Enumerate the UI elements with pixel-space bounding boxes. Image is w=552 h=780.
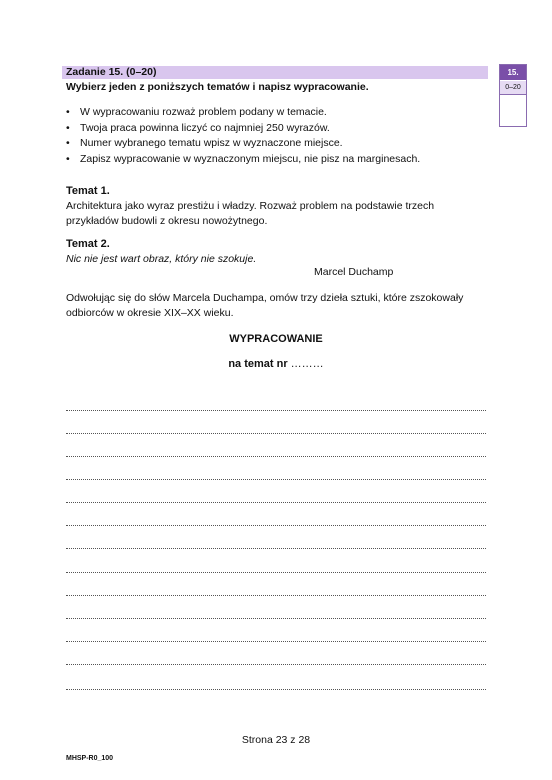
writing-line[interactable] bbox=[66, 548, 486, 549]
writing-line[interactable] bbox=[66, 479, 486, 480]
task-instruction: Wybierz jeden z poniższych tematów i napisz wypracowanie. bbox=[66, 81, 369, 93]
writing-line[interactable] bbox=[66, 664, 486, 665]
writing-line[interactable] bbox=[66, 641, 486, 642]
topic-2-heading: Temat 2. bbox=[66, 238, 110, 250]
score-range: 0–20 bbox=[500, 81, 526, 95]
score-box bbox=[499, 64, 527, 127]
rules-list bbox=[66, 105, 420, 167]
writing-line[interactable] bbox=[66, 456, 486, 457]
quote-author: Marcel Duchamp bbox=[314, 266, 394, 278]
page-number: Strona 23 z 28 bbox=[241, 734, 311, 746]
essay-topic-number-line bbox=[0, 358, 552, 370]
writing-line[interactable] bbox=[66, 525, 486, 526]
topic-1-heading: Temat 1. bbox=[66, 185, 110, 197]
score-task-number: 15. bbox=[500, 65, 526, 80]
rule-item: • Twoja praca powinna liczyć co najmniej 250 wyrazów. bbox=[66, 121, 420, 137]
essay-title: WYPRACOWANIE bbox=[229, 333, 323, 345]
topic-2-text: Odwołując się do słów Marcela Duchampa, omów trzy dzieła sztuki, które zszokowały odbiorców w okresie XIX–XX wieku. bbox=[66, 292, 464, 319]
writing-line[interactable] bbox=[66, 410, 486, 411]
rule-item: • Numer wybranego tematu wpisz w wyznaczone miejsce. bbox=[66, 136, 420, 152]
writing-line[interactable] bbox=[66, 433, 486, 434]
writing-line[interactable] bbox=[66, 502, 486, 503]
writing-line[interactable] bbox=[66, 689, 486, 690]
topic-2-quote: Nic nie jest wart obraz, który nie szokuje. bbox=[66, 253, 257, 265]
writing-line[interactable] bbox=[66, 595, 486, 596]
document-code: MHSP-R0_100 bbox=[66, 755, 114, 762]
rule-item: • W wypracowaniu rozważ problem podany w temacie. bbox=[66, 105, 420, 121]
writing-line[interactable] bbox=[66, 618, 486, 619]
essay-subtitle: na temat nr bbox=[228, 358, 288, 370]
writing-line[interactable] bbox=[66, 572, 486, 573]
topic-number-field[interactable]: ……… bbox=[290, 358, 324, 370]
rule-item: • Zapisz wypracowanie w wyznaczonym miejscu, nie pisz na marginesach. bbox=[66, 152, 420, 168]
topic-1-text: Architektura jako wyraz prestiżu i władzy. Rozważ problem na podstawie trzech przykładów budowli z okresu nowożytnego. bbox=[66, 200, 435, 227]
task-title: Zadanie 15. (0–20) bbox=[66, 66, 157, 78]
